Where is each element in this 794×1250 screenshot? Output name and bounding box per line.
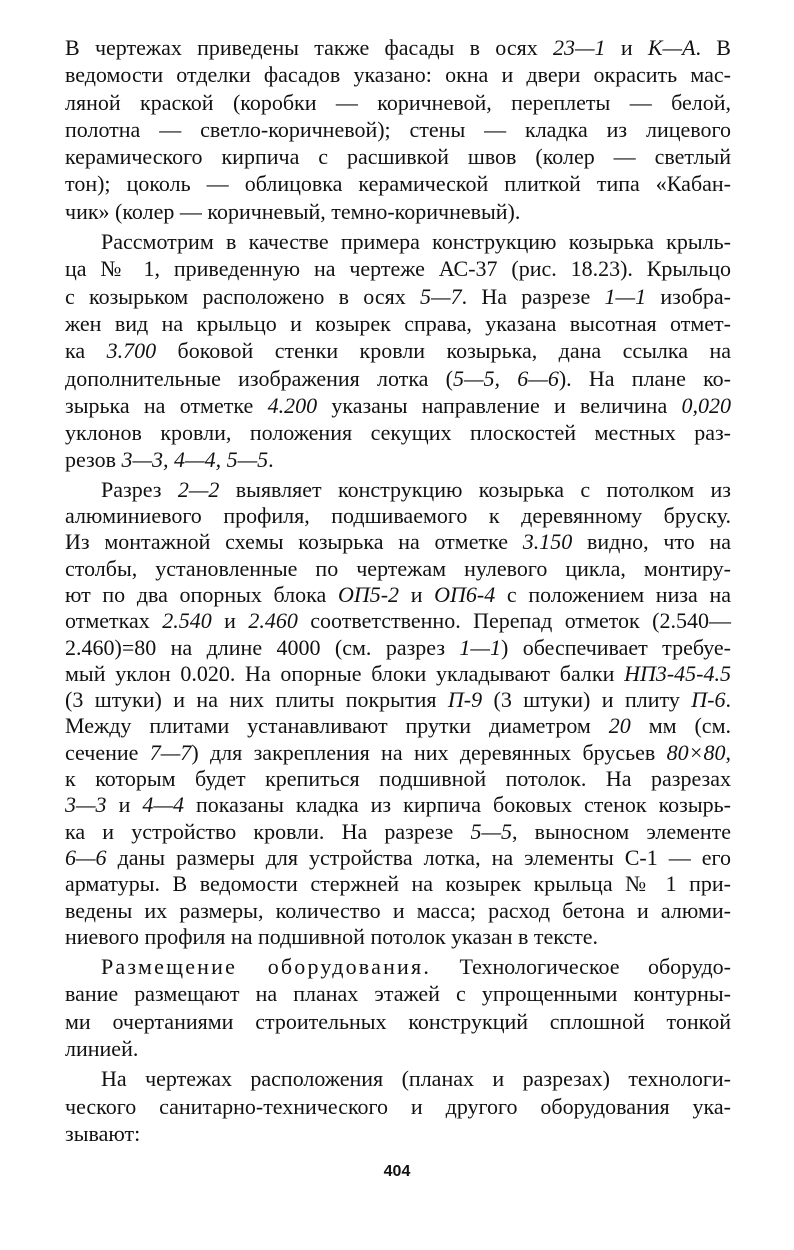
text-segment: вание размещают на планах этажей с упрощенными контурны-	[65, 981, 731, 1007]
text-segment: ца № 1, приведенную на чертеже АС-37 (рис. 18.23). Крыльцо	[65, 256, 731, 282]
text-segment: мый уклон 0.020. На опорные блоки укладывают балки	[65, 660, 625, 686]
italic-reference: 4—4	[142, 792, 184, 818]
text-segment: . В	[695, 35, 731, 60]
italic-reference: 3.150	[522, 529, 573, 555]
text-line	[65, 980, 731, 1007]
text-segment: алюминиевого профиля, подшиваемого к деревянному бруску.	[65, 503, 731, 529]
text-line	[65, 529, 731, 555]
text-line	[65, 503, 731, 529]
text-line	[65, 766, 731, 792]
text-segment: .	[725, 687, 731, 713]
text-line	[65, 792, 731, 818]
text-line	[65, 283, 731, 310]
text-segment: ведены их размеры, количество и масса; расход бетона и алюми-	[65, 897, 731, 923]
text-segment: сечение	[65, 739, 150, 765]
italic-reference: 5—7	[420, 283, 462, 309]
text-line	[65, 392, 731, 419]
text-segment: Из монтажной схемы козырька на отметке	[65, 529, 523, 555]
text-line	[65, 419, 731, 446]
text-segment: резов	[65, 447, 122, 473]
text-segment: ниевого профиля на подшивной потолок указан в тексте.	[65, 923, 599, 949]
text-line	[65, 924, 731, 950]
text-segment: На чертежах расположения (планах и разрезах) технологи-	[101, 1066, 731, 1092]
italic-reference: 80×80	[666, 739, 726, 765]
italic-reference: 2.460	[248, 608, 298, 634]
italic-reference: 3—3	[65, 792, 107, 818]
text-line	[65, 170, 731, 197]
text-line	[65, 89, 731, 116]
text-line	[65, 310, 731, 337]
text-segment: зырька на отметке	[65, 392, 268, 418]
text-segment: ведомости отделки фасадов указано: окна и двери окрасить мас-	[65, 62, 731, 88]
spaced-heading: Размещение оборудования.	[101, 954, 432, 980]
text-line	[65, 740, 731, 766]
italic-reference: 3.700	[106, 338, 157, 364]
text-line	[65, 953, 731, 980]
text-line	[65, 143, 731, 170]
text-segment: ляной краской (коробки — коричневой, переплеты — белой,	[65, 89, 731, 115]
text-line	[65, 116, 731, 143]
text-line	[65, 1008, 731, 1035]
text-line	[65, 34, 731, 61]
italic-reference: П-9	[447, 687, 483, 713]
text-segment: показаны кладка из кирпича боковых стенок козырь-	[183, 792, 731, 818]
text-line	[65, 255, 731, 282]
text-segment: ка	[65, 338, 107, 364]
text-segment: линией.	[65, 1035, 139, 1061]
italic-reference: 5—5	[470, 818, 513, 844]
text-line	[65, 337, 731, 364]
text-segment: зывают:	[65, 1120, 141, 1146]
text-segment: отметках	[65, 608, 163, 634]
text-segment: ). На плане ко-	[558, 365, 731, 391]
text-line	[65, 819, 731, 845]
text-line	[65, 898, 731, 924]
text-segment: , выносном элементе	[512, 818, 731, 844]
text-line	[65, 608, 731, 634]
text-line	[65, 1120, 731, 1147]
italic-reference: 4.200	[267, 392, 318, 418]
text-line	[65, 1093, 731, 1120]
text-line	[65, 446, 731, 473]
italic-reference: 1—1	[459, 634, 501, 660]
text-line	[65, 228, 731, 255]
text-segment: столбы, установленные по чертежам нулевого цикла, монтиру-	[65, 555, 731, 581]
text-segment: Рассмотрим в качестве примера конструкцию козырька крыль-	[101, 229, 731, 255]
italic-reference: 5—5, 6—6	[453, 365, 559, 391]
text-segment: ) для закрепления на них деревянных брусьев	[191, 739, 667, 765]
text-segment: и	[605, 35, 648, 60]
italic-reference: 23—1	[552, 35, 606, 60]
text-segment: с положением низа на	[495, 581, 731, 607]
text-segment: выявляет конструкцию козырька с потолком из	[219, 476, 731, 502]
text-segment: боковой стенки кровли козырька, дана ссылка на	[156, 338, 731, 364]
paragraph	[65, 953, 731, 1062]
paragraph	[65, 477, 731, 950]
text-line	[65, 198, 731, 225]
italic-reference: 1—1	[604, 283, 647, 309]
text-segment: арматуры. В ведомости стержней на козырек крыльца № 1 при-	[65, 871, 731, 897]
italic-reference: 0,020	[681, 392, 731, 418]
text-segment: ют по два опорных блока	[65, 581, 338, 607]
text-line	[65, 556, 731, 582]
text-line	[65, 871, 731, 897]
text-segment: тон); цоколь — облицовка керамической плиткой типа «Кабан-	[65, 171, 731, 197]
text-segment: ,	[725, 739, 732, 765]
italic-reference: 20	[608, 713, 631, 739]
italic-reference: НП3-45-4.5	[624, 660, 731, 686]
italic-reference: ОП6-4	[434, 581, 496, 607]
text-segment: ческого санитарно-технического и другого оборудования ука-	[65, 1093, 731, 1119]
italic-reference: 2—2	[177, 476, 220, 502]
text-segment: ) обеспечивает требуе-	[500, 634, 731, 660]
paragraph	[65, 34, 731, 225]
text-line	[65, 687, 731, 713]
text-segment: Разрез	[101, 476, 178, 502]
text-segment: (3 штуки) и на них плиты покрытия	[65, 687, 448, 713]
text-segment: ми очертаниями строительных конструкций сплошной тонкой	[65, 1008, 731, 1034]
text-segment: изобра-	[646, 283, 731, 309]
text-line	[65, 845, 731, 871]
text-segment: уклонов кровли, положения секущих плоскостей местных раз-	[65, 420, 731, 446]
italic-reference: ОП5-2	[337, 581, 400, 607]
italic-reference: 6—6	[65, 844, 107, 870]
text-segment: (3 штуки) и плиту	[482, 687, 692, 713]
paragraph	[65, 1065, 731, 1147]
text-segment: даны размеры для устройства лотка, на элементы С-1 — его	[106, 844, 731, 870]
text-segment: и	[399, 581, 435, 607]
text-segment: с козырьком расположено в осях	[65, 283, 421, 309]
text-segment: дополнительные изображения лотка (	[65, 365, 453, 391]
text-segment: видно, что на	[572, 529, 731, 555]
text-segment: Технологическое оборудо-	[431, 954, 731, 980]
text-segment: керамического кирпича с расшивкой швов (колер — светлый	[65, 144, 731, 170]
text-line	[65, 661, 731, 687]
italic-reference: 2.540	[162, 608, 212, 634]
text-segment: и	[106, 792, 143, 818]
text-line	[65, 365, 731, 392]
italic-reference: К—А	[647, 35, 696, 60]
page-number: 404	[383, 1163, 411, 1180]
text-segment: 2.460)=80 на длине 4000 (см. разрез	[65, 634, 460, 660]
text-segment: Между плитами устанавливают прутки диаметром	[65, 713, 609, 739]
text-line	[65, 477, 731, 503]
text-line	[65, 582, 731, 608]
text-segment: ка и устройство кровли. На разрезе	[65, 818, 471, 844]
text-line	[65, 61, 731, 88]
paragraph	[65, 228, 731, 474]
text-line	[65, 1065, 731, 1092]
text-line	[65, 1035, 731, 1062]
page-body	[65, 34, 731, 1147]
text-segment: . На разрезе	[461, 283, 605, 309]
text-segment: мм (см.	[630, 713, 731, 739]
text-line	[65, 635, 731, 661]
text-segment: соответственно. Перепад отметок (2.540—	[297, 608, 731, 634]
text-segment: полотна — светло-коричневой); стены — кладка из лицевого	[65, 116, 731, 142]
text-segment: В чертежах приведены также фасады в осях	[65, 35, 553, 60]
text-segment: указаны направление и величина	[317, 392, 682, 418]
text-line	[65, 713, 731, 739]
text-segment: чик» (колер — коричневый, темно-коричневый).	[65, 198, 521, 224]
italic-reference: 7—7	[149, 739, 192, 765]
italic-reference: 3—3, 4—4, 5—5	[121, 447, 269, 473]
text-segment: .	[268, 447, 274, 473]
text-segment: и	[211, 608, 249, 634]
text-segment: к которым будет крепиться подшивной потолок. На разрезах	[65, 766, 731, 792]
italic-reference: П-6	[691, 687, 726, 713]
text-segment: жен вид на крыльцо и козырек справа, указана высотная отмет-	[65, 310, 731, 336]
